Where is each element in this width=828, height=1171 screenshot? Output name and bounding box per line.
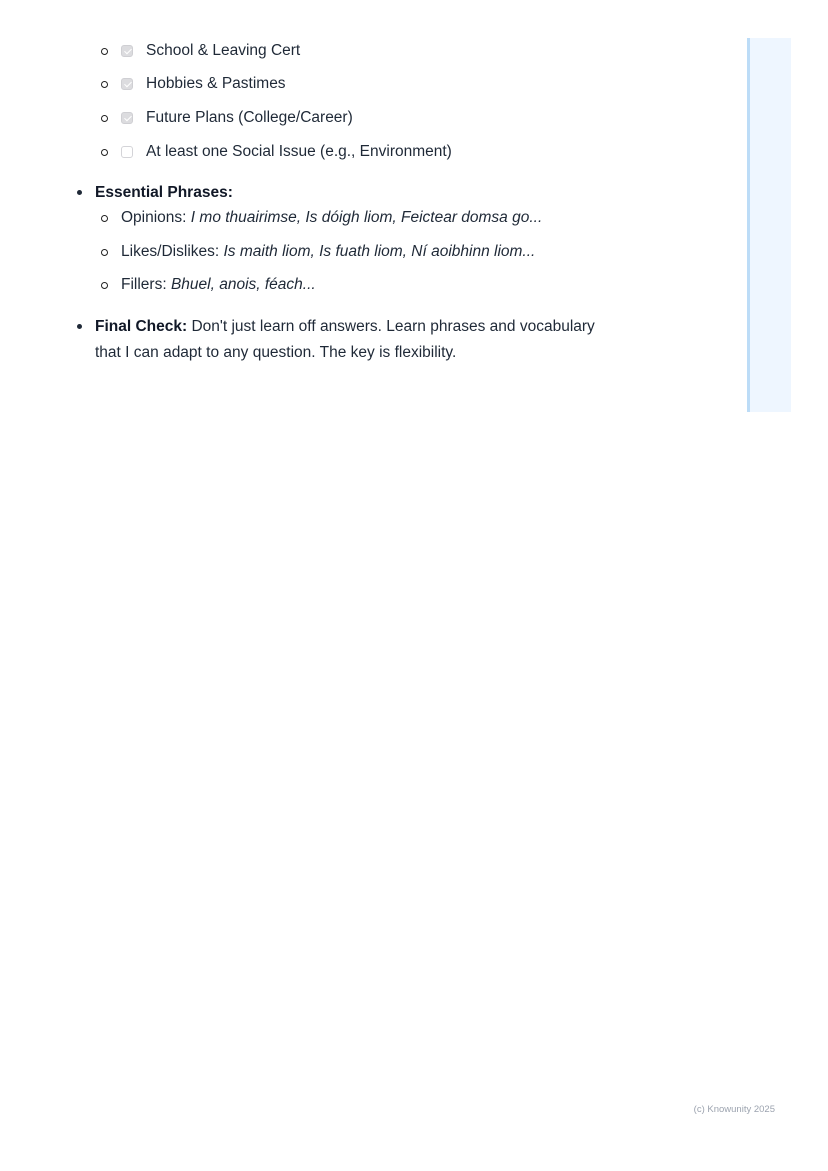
bullet-dot-icon: [77, 190, 82, 195]
checkbox-checked-icon[interactable]: [121, 112, 133, 124]
phrase-item: [101, 240, 535, 264]
bullet-essential-phrases: [77, 180, 717, 206]
phrase-label: Fillers:: [121, 276, 171, 293]
hollow-bullet-icon: [101, 48, 108, 55]
phrase-examples: I mo thuairimse, Is dóigh liom, Feictear domsa go...: [190, 209, 543, 226]
checklist-label: At least one Social Issue (e.g., Environment): [146, 143, 452, 160]
phrase-examples: Is maith liom, Is fuath liom, Ní aoibhinn liom...: [223, 243, 536, 260]
hollow-bullet-icon: [101, 115, 108, 122]
phrase-label: Opinions:: [121, 209, 191, 226]
section-heading: Essential Phrases:: [95, 184, 233, 201]
side-accent-panel: [747, 38, 791, 412]
phrase-item: [101, 206, 542, 230]
checklist-item: [101, 106, 353, 130]
checklist-label: Future Plans (College/Career): [146, 109, 353, 126]
final-check-text: Don't just learn off answers. Learn phrases and vocabulary: [187, 318, 595, 335]
checklist-item: [101, 39, 300, 63]
checklist-item: [101, 72, 286, 96]
checklist-item: [101, 140, 452, 164]
checkbox-checked-icon[interactable]: [121, 78, 133, 90]
hollow-bullet-icon: [101, 215, 108, 222]
hollow-bullet-icon: [101, 249, 108, 256]
hollow-bullet-icon: [101, 81, 108, 88]
final-check-line-1: [95, 314, 595, 340]
bullet-dot-icon: [77, 324, 82, 329]
bullet-final-check: [77, 314, 717, 366]
checklist-label: School & Leaving Cert: [146, 42, 301, 59]
phrase-examples: Bhuel, anois, féach...: [170, 276, 316, 293]
section-heading: Final Check:: [95, 318, 188, 335]
phrase-item: [101, 273, 316, 297]
footer-copyright: (c) Knowunity 2025: [693, 1104, 775, 1115]
checkbox-unchecked-icon[interactable]: [121, 146, 133, 158]
checkbox-checked-icon[interactable]: [121, 45, 133, 57]
checklist-label: Hobbies & Pastimes: [146, 75, 286, 92]
hollow-bullet-icon: [101, 149, 108, 156]
hollow-bullet-icon: [101, 282, 108, 289]
phrase-label: Likes/Dislikes:: [121, 243, 224, 260]
final-check-line-2: that I can adapt to any question. The key is flexibility.: [95, 344, 457, 361]
